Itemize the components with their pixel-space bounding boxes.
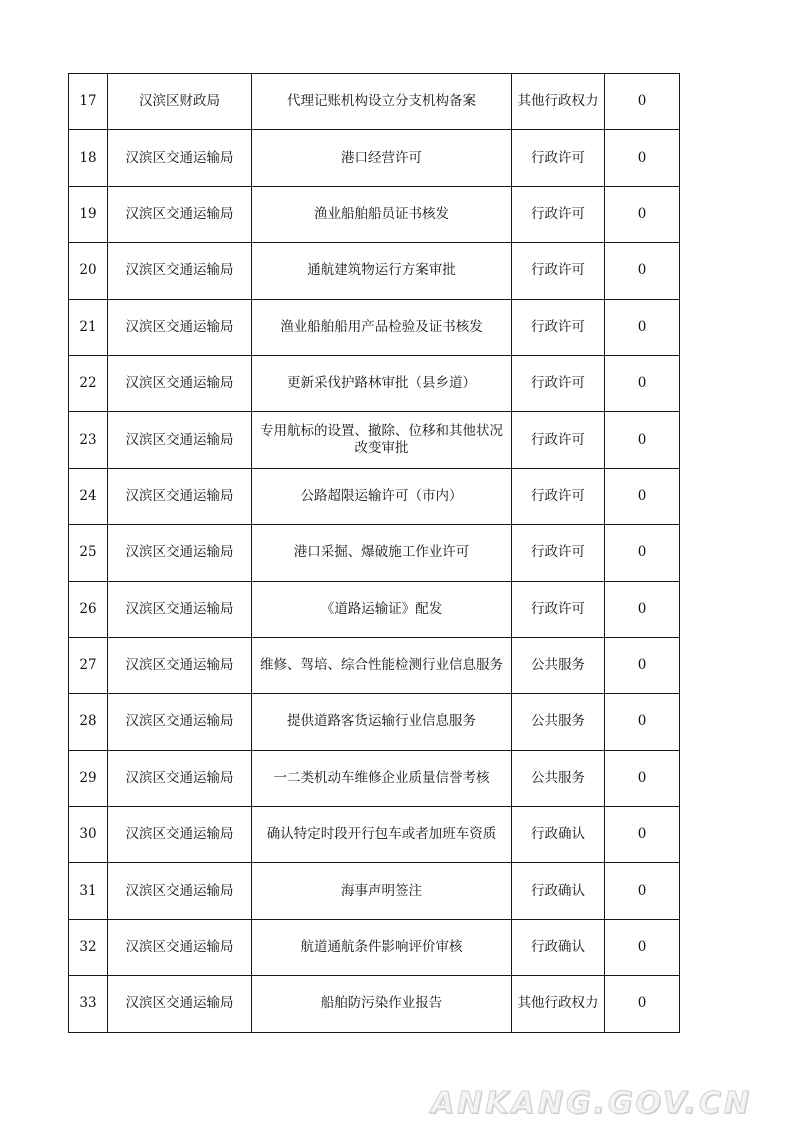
- table-row: [69, 581, 680, 637]
- item-name-cell: 港口采掘、爆破施工作业许可: [252, 525, 512, 581]
- table-row: [69, 976, 680, 1032]
- table-row: [69, 919, 680, 975]
- site-watermark: ANKANG.GOV.CN: [430, 1086, 752, 1121]
- power-type-cell: 行政许可: [512, 130, 605, 186]
- power-type-cell: 行政许可: [512, 581, 605, 637]
- row-number: 23: [69, 412, 108, 468]
- power-type-cell: 公共服务: [512, 637, 605, 693]
- department-cell: 汉滨区交通运输局: [108, 863, 252, 919]
- table-row: [69, 807, 680, 863]
- count-cell: 0: [605, 750, 680, 806]
- row-number: 18: [69, 130, 108, 186]
- count-cell: 0: [605, 74, 680, 130]
- department-cell: 汉滨区交通运输局: [108, 299, 252, 355]
- item-name-cell: 渔业船舶船员证书核发: [252, 186, 512, 242]
- count-cell: 0: [605, 694, 680, 750]
- department-cell: 汉滨区财政局: [108, 74, 252, 130]
- table-body: [69, 74, 680, 1033]
- table-row: [69, 750, 680, 806]
- power-type-cell: 行政许可: [512, 355, 605, 411]
- item-name-cell: 维修、驾培、综合性能检测行业信息服务: [252, 637, 512, 693]
- count-cell: 0: [605, 243, 680, 299]
- table-row: [69, 468, 680, 524]
- item-name-cell: 专用航标的设置、撤除、位移和其他状况改变审批: [252, 412, 512, 468]
- item-name-cell: 公路超限运输许可（市内）: [252, 468, 512, 524]
- department-cell: 汉滨区交通运输局: [108, 525, 252, 581]
- power-type-cell: 其他行政权力: [512, 976, 605, 1032]
- power-type-cell: 公共服务: [512, 694, 605, 750]
- table-row: [69, 863, 680, 919]
- power-type-cell: 行政许可: [512, 299, 605, 355]
- department-cell: 汉滨区交通运输局: [108, 243, 252, 299]
- power-type-cell: 公共服务: [512, 750, 605, 806]
- count-cell: 0: [605, 186, 680, 242]
- count-cell: 0: [605, 581, 680, 637]
- department-cell: 汉滨区交通运输局: [108, 186, 252, 242]
- department-cell: 汉滨区交通运输局: [108, 637, 252, 693]
- row-number: 31: [69, 863, 108, 919]
- power-type-cell: 其他行政权力: [512, 74, 605, 130]
- row-number: 21: [69, 299, 108, 355]
- count-cell: 0: [605, 637, 680, 693]
- count-cell: 0: [605, 355, 680, 411]
- table-row: [69, 74, 680, 130]
- item-name-cell: 提供道路客货运输行业信息服务: [252, 694, 512, 750]
- row-number: 25: [69, 525, 108, 581]
- count-cell: 0: [605, 130, 680, 186]
- count-cell: 0: [605, 412, 680, 468]
- row-number: 33: [69, 976, 108, 1032]
- row-number: 30: [69, 807, 108, 863]
- power-type-cell: 行政许可: [512, 525, 605, 581]
- row-number: 17: [69, 74, 108, 130]
- power-type-cell: 行政许可: [512, 186, 605, 242]
- row-number: 22: [69, 355, 108, 411]
- count-cell: 0: [605, 807, 680, 863]
- table-row: [69, 130, 680, 186]
- power-type-cell: 行政确认: [512, 807, 605, 863]
- item-name-cell: 海事声明签注: [252, 863, 512, 919]
- table-row: [69, 299, 680, 355]
- department-cell: 汉滨区交通运输局: [108, 750, 252, 806]
- row-number: 32: [69, 919, 108, 975]
- item-name-cell: 渔业船舶船用产品检验及证书核发: [252, 299, 512, 355]
- department-cell: 汉滨区交通运输局: [108, 412, 252, 468]
- row-number: 27: [69, 637, 108, 693]
- department-cell: 汉滨区交通运输局: [108, 694, 252, 750]
- count-cell: 0: [605, 976, 680, 1032]
- item-name-cell: 一二类机动车维修企业质量信誉考核: [252, 750, 512, 806]
- department-cell: 汉滨区交通运输局: [108, 807, 252, 863]
- power-type-cell: 行政确认: [512, 919, 605, 975]
- row-number: 28: [69, 694, 108, 750]
- table-row: [69, 525, 680, 581]
- department-cell: 汉滨区交通运输局: [108, 130, 252, 186]
- items-table: [68, 73, 680, 1033]
- department-cell: 汉滨区交通运输局: [108, 581, 252, 637]
- count-cell: 0: [605, 525, 680, 581]
- count-cell: 0: [605, 468, 680, 524]
- power-type-cell: 行政许可: [512, 412, 605, 468]
- table-row: [69, 412, 680, 468]
- power-type-cell: 行政确认: [512, 863, 605, 919]
- row-number: 19: [69, 186, 108, 242]
- item-name-cell: 《道路运输证》配发: [252, 581, 512, 637]
- row-number: 24: [69, 468, 108, 524]
- power-type-cell: 行政许可: [512, 243, 605, 299]
- count-cell: 0: [605, 299, 680, 355]
- table-row: [69, 355, 680, 411]
- department-cell: 汉滨区交通运输局: [108, 355, 252, 411]
- department-cell: 汉滨区交通运输局: [108, 976, 252, 1032]
- row-number: 26: [69, 581, 108, 637]
- item-name-cell: 通航建筑物运行方案审批: [252, 243, 512, 299]
- table-row: [69, 637, 680, 693]
- count-cell: 0: [605, 919, 680, 975]
- item-name-cell: 航道通航条件影响评价审核: [252, 919, 512, 975]
- item-name-cell: 更新采伐护路林审批（县乡道）: [252, 355, 512, 411]
- row-number: 20: [69, 243, 108, 299]
- count-cell: 0: [605, 863, 680, 919]
- table-row: [69, 243, 680, 299]
- item-name-cell: 确认特定时段开行包车或者加班车资质: [252, 807, 512, 863]
- table-row: [69, 694, 680, 750]
- table-row: [69, 186, 680, 242]
- power-type-cell: 行政许可: [512, 468, 605, 524]
- department-cell: 汉滨区交通运输局: [108, 919, 252, 975]
- item-name-cell: 代理记账机构设立分支机构备案: [252, 74, 512, 130]
- item-name-cell: 港口经营许可: [252, 130, 512, 186]
- department-cell: 汉滨区交通运输局: [108, 468, 252, 524]
- item-name-cell: 船舶防污染作业报告: [252, 976, 512, 1032]
- row-number: 29: [69, 750, 108, 806]
